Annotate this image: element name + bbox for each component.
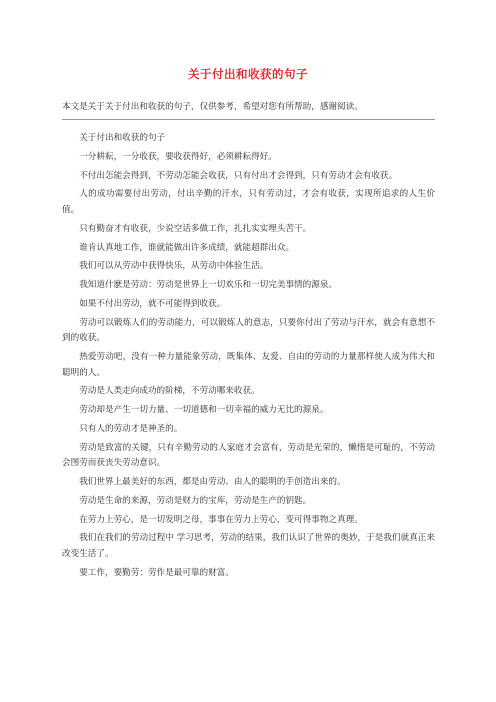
document-intro: 本文是关于关于付出和收获的句子，仅供参考，希望对您有所帮助，感谢阅读。 [62,102,363,112]
paragraph: 劳动是致富的关键，只有辛勤劳动的人家庭才会富有，劳动是光荣的，懒惰是可耻的，不劳动会图劳而获丧失劳动意识。 [62,442,435,469]
paragraph: 劳动是生命的来源，劳动是财力的宝库，劳动是生产的钥匙。 [79,495,312,506]
paragraph: 不付出怎能会得到，不劳动怎能会收获，只有付出才会得到，只有劳动才会有收获。 [79,170,398,181]
paragraph: 我们在我们的劳动过程中 学习思考，劳动的结果，我们认识了世界的奥妙，于是我们就真正来改变生活了。 [62,533,435,560]
paragraph: 谁肯认真地工作，谁就能做出许多成绩，就能超群出众。 [79,242,295,253]
paragraph: 人的成功需要付出劳动，付出辛勤的汗水，只有劳动过，才会有收获，实现所追求的人生价值。 [62,189,435,215]
paragraph: 我们可以从劳动中获得快乐，从劳动中体验生活。 [79,261,269,272]
paragraph: 关于付出和收获的句子 [79,133,166,143]
paragraph: 只有人的劳动才是神圣的。 [79,423,183,434]
divider [62,119,435,120]
paragraph: 我们世界上最美好的东西，都是由劳动、由人的聪明的手创造出来的。 [79,477,346,488]
paragraph: 我知道什麽是劳动：劳动是世界上一切欢乐和一切完美事情的源泉。 [79,280,338,291]
paragraph: 只有勤奋才有收获，少说空话多做工作，扎扎实实埋头苦干。 [79,223,312,234]
paragraph: 热爱劳动吧，没有一种力量能象劳动，既集体、友爱、自由的劳动的力量那样使人成为伟大和聪明的人。 [62,352,435,378]
paragraph: 劳动却是产生一切力量、一切道德和一切幸福的威力无比的源泉。 [79,405,329,416]
document-title: 关于付出和收获的句子 [188,67,308,81]
paragraph: 劳动可以锻炼人们的劳动能力，可以锻炼人的意志，只要你付出了劳动与汗水，就会有意想不到的收获。 [62,317,435,344]
paragraph: 一分耕耘，一分收获，要收获得好，必须耕耘得好。 [79,151,277,162]
paragraph: 如果不付出劳动，就不可能得到收获。 [79,298,226,309]
document-body [62,131,435,585]
paragraph: 要工作，要勤劳：劳作是最可靠的财富。 [79,567,234,578]
paragraph: 劳动是人类走向成功的阶梯，不劳动哪来收获。 [79,386,260,397]
paragraph: 在劳力上劳心，是一切发明之母，事事在劳力上劳心，变可得事物之真理。 [79,514,363,525]
